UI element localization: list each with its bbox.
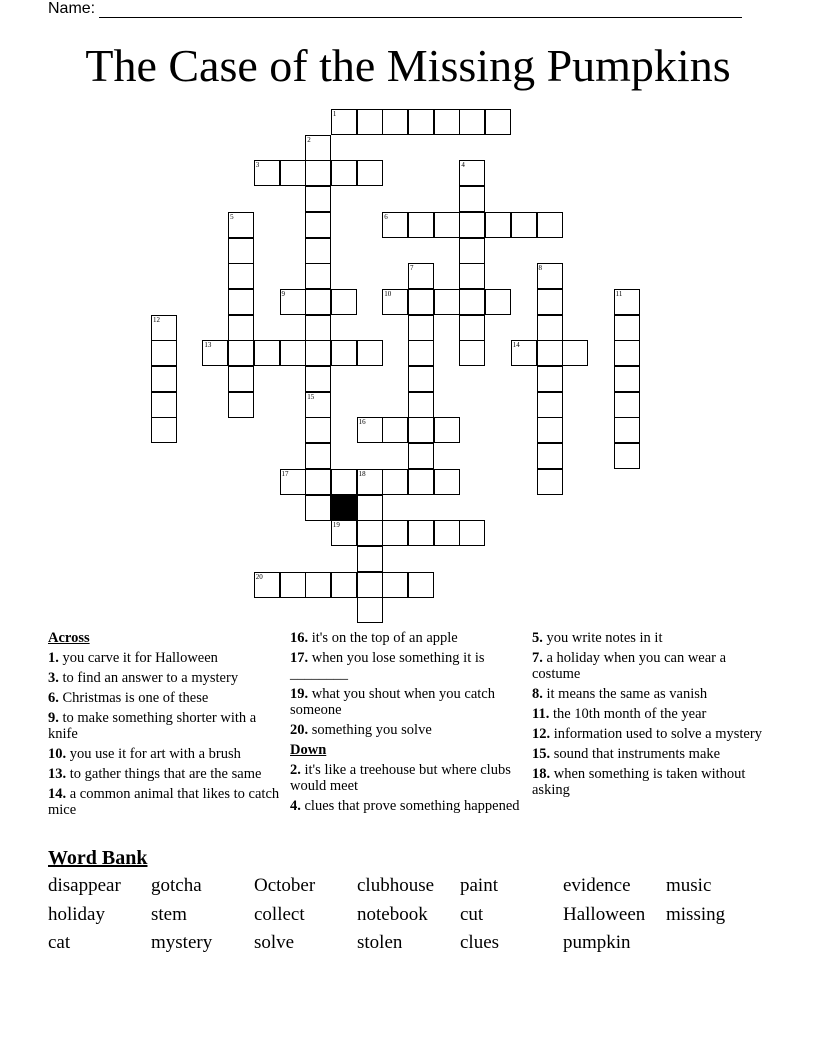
crossword-cell[interactable] [614,366,640,392]
clue-item-text: Christmas is one of these [62,690,209,706]
clue-item-number: 12. [532,726,554,742]
word-bank [48,873,768,959]
down-heading: Down [290,742,327,758]
crossword-cell[interactable] [228,366,254,392]
clue-item-number: 7. [532,650,547,666]
crossword-cell[interactable] [305,469,331,495]
clue-item-number: 17. [290,650,312,666]
crossword-cell[interactable] [434,417,460,443]
crossword-cell[interactable] [459,212,485,238]
clue-item [532,726,768,742]
crossword-cell[interactable] [357,340,383,366]
clue-number: 7 [410,264,414,273]
clue-item-number: 3. [48,670,63,686]
crossword-cell[interactable] [511,212,537,238]
crossword-cell[interactable] [151,340,177,366]
crossword-cell[interactable] [305,417,331,443]
crossword-cell[interactable] [357,160,383,186]
crossword-cell[interactable] [151,392,177,418]
clue-item-text: something you solve [311,722,432,738]
clue-number: 14 [512,341,520,350]
crossword-cell[interactable] [434,469,460,495]
clue-item-text: sound that instruments make [553,746,721,762]
clue-item-number: 13. [48,766,70,782]
word-bank-word: cut [460,903,484,925]
crossword-cell[interactable] [228,212,254,238]
clue-item-number: 20. [290,722,312,738]
crossword-cell[interactable] [331,469,357,495]
clue-item-number: 18. [532,766,554,782]
word-bank-word: cat [48,932,71,953]
crossword-cell[interactable] [331,340,357,366]
clue-item [290,650,522,682]
clue-number: 2 [307,135,311,144]
crossword-cell[interactable] [614,392,640,418]
crossword-cell[interactable] [305,366,331,392]
name-label: Name: [48,0,96,17]
crossword-cell[interactable] [434,289,460,315]
clue-item [290,630,522,646]
crossword-cell[interactable] [357,597,383,623]
clue-item [532,706,768,722]
clue-item-text: you carve it for Halloween [62,650,218,666]
clue-item-text: to gather things that are the same [69,766,262,782]
word-bank-word: music [666,875,712,896]
word-bank-word: pumpkin [563,932,631,953]
word-bank-word: paint [460,875,498,896]
clue-item-number: 6. [48,690,63,706]
crossword-cell[interactable] [408,392,434,418]
clue-number: 17 [281,469,289,478]
crossword-cell[interactable] [151,366,177,392]
clue-item-number: 8. [532,686,547,702]
crossword-cell[interactable] [254,340,280,366]
clue-item-text: it means the same as vanish [546,686,708,702]
word-bank-word: Halloween [563,903,646,925]
crossword-cell[interactable] [614,289,640,315]
crossword-cell[interactable] [202,340,228,366]
word-bank-word: October [254,875,316,896]
crossword-cell[interactable] [280,289,306,315]
crossword-cell[interactable] [305,289,331,315]
word-bank-word: mystery [151,932,213,953]
clue-number: 18 [358,469,366,478]
clue-item [48,670,280,686]
crossword-cell[interactable] [305,238,331,264]
clue-number: 20 [255,572,263,581]
clue-item-number: 10. [48,746,70,762]
clues-column-2 [290,630,522,818]
crossword-cell[interactable] [408,289,434,315]
clue-number: 15 [307,392,315,401]
crossword-cell[interactable] [537,315,563,341]
clue-item [532,686,768,702]
crossword-cell[interactable] [228,238,254,264]
clues-column-1 [48,630,280,822]
crossword-cell[interactable] [485,289,511,315]
crossword-cell[interactable] [537,392,563,418]
clue-number: 3 [255,161,260,170]
crossword-cell[interactable] [357,109,383,135]
crossword-cell[interactable] [254,160,280,186]
clue-item-number: 15. [532,746,554,762]
crossword-cell[interactable] [459,340,485,366]
crossword-cell[interactable] [537,263,563,289]
page-title: The Case of the Missing Pumpkins [85,40,731,91]
crossword-cell[interactable] [357,572,383,598]
clue-item-number: 14. [48,786,70,802]
clue-item-number: 16. [290,630,312,646]
crossword-cell[interactable] [280,340,306,366]
crossword-cell[interactable] [408,366,434,392]
crossword-cell[interactable] [228,340,254,366]
crossword-cell[interactable] [614,417,640,443]
crossword-cell[interactable] [331,572,357,598]
crossword-cell[interactable] [434,520,460,546]
crossword-cell[interactable] [357,417,383,443]
crossword-cell[interactable] [537,366,563,392]
crossword-cell[interactable] [459,238,485,264]
crossword-cell[interactable] [331,109,357,135]
crossword-cell[interactable] [228,263,254,289]
crossword-cell[interactable] [459,186,485,212]
word-bank-word: gotcha [151,875,202,896]
crossword-cell[interactable] [459,109,485,135]
crossword-cell[interactable] [562,340,588,366]
crossword-cell[interactable] [382,469,408,495]
crossword-cell[interactable] [511,340,537,366]
crossword-cell[interactable] [305,212,331,238]
crossword-cell[interactable] [382,520,408,546]
clue-item-text: it's on the top of an apple [311,630,458,646]
crossword-cell[interactable] [331,160,357,186]
crossword-cell[interactable] [151,417,177,443]
clue-number: 10 [384,289,392,298]
crossword-cell[interactable] [614,443,640,469]
clue-number: 16 [358,418,366,427]
word-bank-word: missing [666,903,726,925]
crossword-cell[interactable] [537,289,563,315]
crossword-cell[interactable] [408,340,434,366]
word-bank-title: Word Bank [48,847,148,869]
crossword-cell[interactable] [459,315,485,341]
crossword-cell[interactable] [382,417,408,443]
crossword-cell[interactable] [228,289,254,315]
clue-item-text: to find an answer to a mystery [62,670,239,686]
crossword-cell[interactable] [537,443,563,469]
crossword-cell[interactable] [280,160,306,186]
crossword-cell[interactable] [408,109,434,135]
clue-item [532,630,768,646]
crossword-cell[interactable] [305,495,331,521]
crossword-cell[interactable] [382,109,408,135]
crossword-cell[interactable] [408,469,434,495]
crossword-cell[interactable] [382,212,408,238]
clue-number: 9 [281,289,285,298]
crossword-cell[interactable] [357,520,383,546]
crossword-cell[interactable] [459,520,485,546]
clue-item-number: 9. [48,710,63,726]
clue-item-text: clues that prove something happened [304,798,520,814]
crossword-cell[interactable] [305,315,331,341]
clue-item [532,650,768,682]
crossword-cell[interactable] [408,212,434,238]
crossword-cell[interactable] [331,520,357,546]
word-bank-word: disappear [48,875,121,896]
crossword-cell[interactable] [485,212,511,238]
clue-item [48,690,280,706]
clue-item [48,746,280,762]
word-bank-row [48,873,768,902]
crossword-cell[interactable] [408,417,434,443]
crossword-cell[interactable] [280,469,306,495]
crossword-cell[interactable] [537,340,563,366]
crossword-cell[interactable] [459,263,485,289]
crossword-cell[interactable] [408,443,434,469]
clue-item-number: 5. [532,630,547,646]
crossword-cell[interactable] [537,417,563,443]
crossword-cell[interactable] [331,289,357,315]
word-bank-word: evidence [563,875,631,896]
clue-number: 5 [230,212,234,221]
crossword-cell[interactable] [537,469,563,495]
clue-item-number: 1. [48,650,63,666]
crossword-cell[interactable] [305,186,331,212]
clue-item [48,650,280,666]
crossword-cell[interactable] [228,315,254,341]
clue-item-text: a common animal that likes to catch mice [48,786,280,818]
crossword-cell[interactable] [228,392,254,418]
clue-item-text: what you shout when you catch someone [290,686,495,718]
crossword-cell[interactable] [305,572,331,598]
crossword-cell[interactable] [305,392,331,418]
crossword-cell[interactable] [614,340,640,366]
clue-item-text: when you lose something it is ________ [290,650,485,682]
crossword-cell[interactable] [485,109,511,135]
word-bank-word [666,930,766,959]
crossword-cell[interactable] [434,109,460,135]
word-bank-word: stolen [357,932,403,953]
clue-item-text: you write notes in it [546,630,663,646]
crossword-cell[interactable] [305,263,331,289]
across-heading: Across [48,630,90,646]
word-bank-word: solve [254,932,295,953]
clue-number: 19 [332,521,340,530]
crossword-cell[interactable] [408,263,434,289]
crossword-cell[interactable] [305,340,331,366]
crossword-cell[interactable] [382,289,408,315]
word-bank-word: clues [460,932,500,953]
clue-item-text: a holiday when you can wear a costume [532,650,727,682]
clue-number: 8 [538,264,542,273]
clue-item-number: 2. [290,762,305,778]
clue-number: 13 [204,341,212,350]
clue-item [48,710,280,742]
clue-item [48,766,280,782]
crossword-cell[interactable] [537,212,563,238]
clue-item-text: to make something shorter with a knife [48,710,257,742]
clue-number: 4 [461,161,465,170]
crossword-cell[interactable] [357,495,383,521]
word-bank-word: clubhouse [357,875,435,896]
word-bank-row [48,930,768,959]
crossword-cell[interactable] [382,572,408,598]
crossword-cell[interactable] [357,469,383,495]
word-bank-word: notebook [357,903,428,925]
clues-column-3 [532,630,768,802]
clue-item-number: 11. [532,706,553,722]
clue-item-number: 19. [290,686,312,702]
crossword-cell[interactable] [459,160,485,186]
crossword-cell[interactable] [408,315,434,341]
clue-number: 6 [384,212,388,221]
clue-item [532,766,768,798]
word-bank-word: holiday [48,903,105,925]
word-bank-word: collect [254,903,305,925]
clue-item-text: when something is taken without asking [532,766,746,798]
word-bank-row [48,902,768,931]
clue-item [290,762,522,794]
crossword-cell[interactable] [254,572,280,598]
clue-item [532,746,768,762]
crossword-cell[interactable] [151,315,177,341]
clue-number: 11 [615,289,623,298]
clue-item [48,786,280,818]
crossword-cell[interactable] [357,546,383,572]
clue-item-text: it's like a treehouse but where clubs would meet [290,762,511,794]
clue-number: 1 [332,110,337,118]
crossword-cell[interactable] [434,212,460,238]
clue-number: 12 [153,315,160,324]
clue-item [290,722,522,738]
clue-item [290,798,522,814]
crossword-cell[interactable] [408,572,434,598]
clue-item-text: information used to solve a mystery [553,726,762,742]
word-bank-word: stem [151,903,187,925]
crossword-cell[interactable] [408,520,434,546]
crossword-cell[interactable] [305,135,331,161]
clue-item-text: you use it for art with a brush [69,746,241,762]
clue-item [290,686,522,718]
crossword-cell[interactable] [459,289,485,315]
crossword-cell[interactable] [305,443,331,469]
crossword-cell[interactable] [280,572,306,598]
crossword-cell[interactable] [305,160,331,186]
crossword-block [331,495,357,521]
clue-item-text: the 10th month of the year [552,706,707,722]
crossword-cell[interactable] [614,315,640,341]
clue-item-number: 4. [290,798,305,814]
